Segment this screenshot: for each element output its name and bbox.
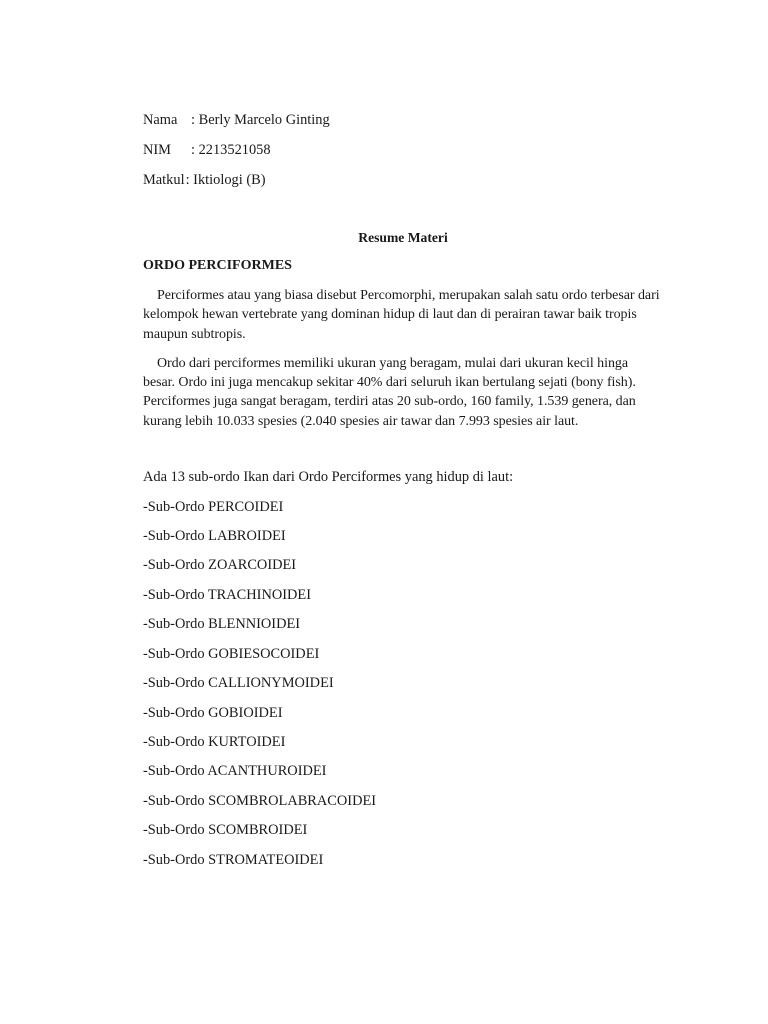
section-title: ORDO PERCIFORMES [143, 258, 292, 273]
list-item: -Sub-Ordo GOBIOIDEI [143, 704, 283, 721]
list-item: -Sub-Ordo ACANTHUROIDEI [143, 763, 327, 780]
matkul-label: Matkul [143, 172, 185, 188]
matkul-row [143, 170, 663, 190]
list-item: -Sub-Ordo KURTOIDEI [143, 734, 286, 751]
nim-row [143, 140, 663, 160]
sub-ordo-list [143, 497, 663, 870]
nim-value: : 2213521058 [191, 142, 271, 158]
nama-label: Nama [143, 112, 178, 128]
matkul-value: : Iktiologi (B) [185, 172, 266, 188]
list-item: -Sub-Ordo GOBIESOCOIDEI [143, 645, 320, 662]
nama-row [143, 110, 663, 130]
nama-value: : Berly Marcelo Ginting [191, 112, 330, 128]
list-item: -Sub-Ordo TRACHINOIDEI [143, 586, 312, 603]
document-content [143, 110, 663, 870]
list-item: -Sub-Ordo SCOMBROIDEI [143, 822, 308, 839]
list-item: -Sub-Ordo SCOMBROLABRACOIDEI [143, 792, 377, 809]
list-item: -Sub-Ordo BLENNIOIDEI [143, 616, 301, 633]
list-intro: Ada 13 sub-ordo Ikan dari Ordo Perciformes yang hidup di laut: [143, 469, 514, 486]
nim-label: NIM [143, 142, 171, 158]
paragraph: Perciformes atau yang biasa disebut Percomorphi, merupakan salah satu ordo terbesar dari kelompok hewan vertebrate yang dominan hidup di laut dan di perairan tawar baik tropis maupun subtropis. [143, 288, 660, 342]
list-item: -Sub-Ordo PERCOIDEI [143, 498, 284, 515]
list-item: -Sub-Ordo LABROIDEI [143, 527, 286, 544]
list-item: -Sub-Ordo CALLIONYMOIDEI [143, 675, 334, 692]
paragraph: Ordo dari perciformes memiliki ukuran yang beragam, mulai dari ukuran kecil hinga besar. Ordo ini juga mencakup sekitar 40% dari seluruh ikan bertulang sejati (bony fish). Perciformes juga sangat beragam, terdiri atas 20 sub-ordo, 160 family, 1.539 genera, dan kurang lebih 10.033 spesies (2.040 spesies air tawar dan 7.993 spesies air laut. [143, 355, 636, 429]
document-heading: Resume Materi [358, 230, 448, 245]
list-item: -Sub-Ordo ZOARCOIDEI [143, 557, 297, 574]
list-item: -Sub-Ordo STROMATEOIDEI [143, 851, 324, 868]
